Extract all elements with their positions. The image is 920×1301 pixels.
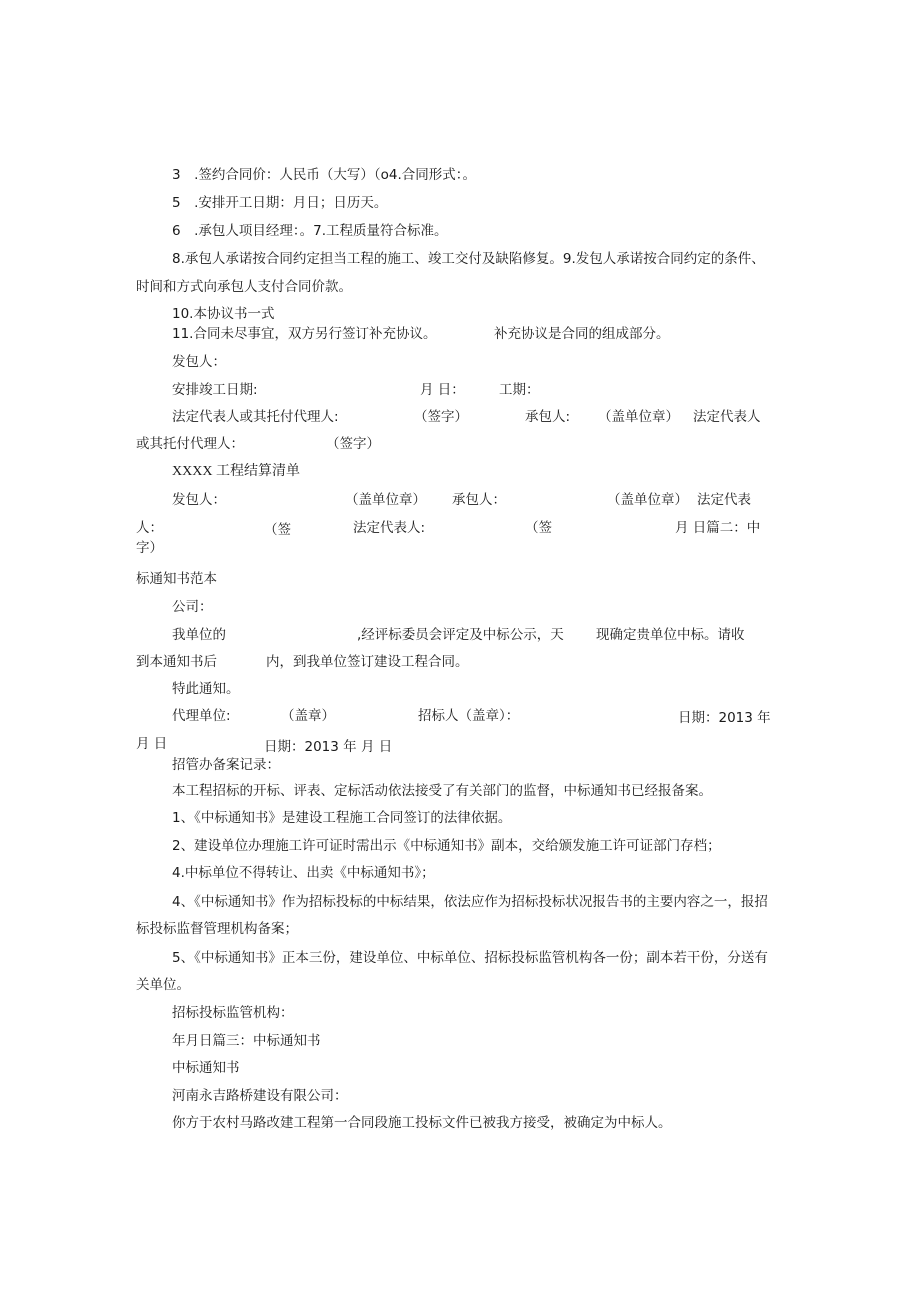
text-line: （盖单位章） (598, 409, 679, 425)
text-line: 法定代表人 (693, 409, 761, 425)
text-line: ,经评标委员会评定及中标公示，天 (357, 627, 564, 643)
text-line: 2、建设单位办理施工许可证时需出示《中标通知书》副本，交给颁发施工许可证部门存档； (172, 838, 721, 854)
text-line: 代理单位: (172, 708, 231, 724)
text-line: 法定代表 (697, 492, 751, 508)
text-line: 3 .签约合同价：人民币（大写）（o4.合同形式：。 (172, 167, 477, 183)
text-line: 4、《中标通知书》作为招标投标的中标结果，依法应作为招标投标状况报告书的主要内容之一，报招 (172, 894, 768, 910)
text-line: 承包人： (452, 492, 506, 508)
text-line: 发包人： (172, 354, 226, 370)
text-line: 你方于农村马路改建工程第一合同段施工投标文件已被我方接受，被确定为中标人。 (172, 1115, 672, 1131)
text-line: 4.中标单位不得转让、出卖《中标通知书》； (172, 865, 435, 881)
text-line: 月 日 (136, 736, 168, 752)
text-line: 5 .安排开工日期：月日；日历天。 (172, 195, 388, 211)
text-line: 11.合同未尽事宜，双方另行签订补充协议。 (172, 326, 437, 342)
text-line: 月 日： (420, 382, 465, 398)
text-line: 法定代表人或其托付代理人: (172, 409, 339, 425)
text-line: 招管办备案记录： (172, 757, 280, 773)
text-line: 招标投标监管机构： (172, 1005, 294, 1021)
text-line: 特此通知。 (172, 681, 240, 697)
text-line: 中标通知书 (172, 1060, 240, 1076)
text-line: 到本通知书后 (136, 654, 217, 670)
text-line: 年月日篇三：中标通知书 (172, 1033, 321, 1049)
text-line: （签 (264, 522, 291, 538)
text-line: （盖章） (281, 708, 335, 724)
text-line: 5、《中标通知书》正本三份，建设单位、中标单位、招标投标监管机构各一份；副本若干份，分送有 (172, 950, 768, 966)
text-line: 日期：2013 年 (678, 710, 771, 726)
text-line: （盖单位章） (345, 492, 426, 508)
text-line: 安排竣工日期: (172, 382, 258, 398)
text-line: 6 .承包人项目经理：。7.工程质量符合标准。 (172, 223, 448, 239)
text-line: 发包人： (172, 492, 226, 508)
text-line: 内，到我单位签订建设工程合同。 (266, 654, 469, 670)
text-line: 1、《中标通知书》是建设工程施工合同签订的法律依据。 (172, 810, 512, 826)
text-line: （签字） (326, 436, 380, 452)
text-line: 日期：2013 年 月 日 (264, 739, 393, 755)
text-line: 字） (136, 540, 163, 556)
text-line: 8.承包人承诺按合同约定担当工程的施工、竣工交付及缺陷修复。9.发包人承诺按合同约定的条件、 (172, 251, 765, 267)
text-line: 河南永吉路桥建设有限公司： (172, 1088, 348, 1104)
text-line: 时间和方式向承包人支付合同价款。 (136, 279, 352, 295)
text-line: 法定代表人: (353, 520, 426, 536)
text-line: 月 日篇二：中 (675, 520, 761, 536)
text-line: （签 (525, 520, 552, 536)
text-line: 我单位的 (172, 627, 226, 643)
text-line: 公司： (172, 599, 213, 615)
text-line: XXXX 工程结算清单 (172, 464, 300, 479)
text-line: （签字） (414, 409, 468, 425)
text-line: 承包人: (525, 409, 571, 425)
text-line: 或其托付代理人： (136, 436, 244, 452)
text-line: 招标人（盖章）： (418, 708, 520, 724)
text-line: 标投标监督管理机构备案； (136, 921, 298, 937)
text-line: 人： (136, 520, 163, 536)
text-line: 10.本协议书一式 (172, 306, 275, 322)
text-line: （盖单位章） (607, 492, 688, 508)
text-line: 现确定贵单位中标。请收 (596, 627, 745, 643)
text-line: 关单位。 (136, 977, 190, 993)
text-line: 补充协议是合同的组成部分。 (494, 326, 670, 342)
text-line: 标通知书范本 (136, 571, 217, 587)
text-line: 本工程招标的开标、评表、定标活动依法接受了有关部门的监督，中标通知书已经报备案。 (172, 783, 712, 799)
text-line: 工期： (499, 382, 540, 398)
